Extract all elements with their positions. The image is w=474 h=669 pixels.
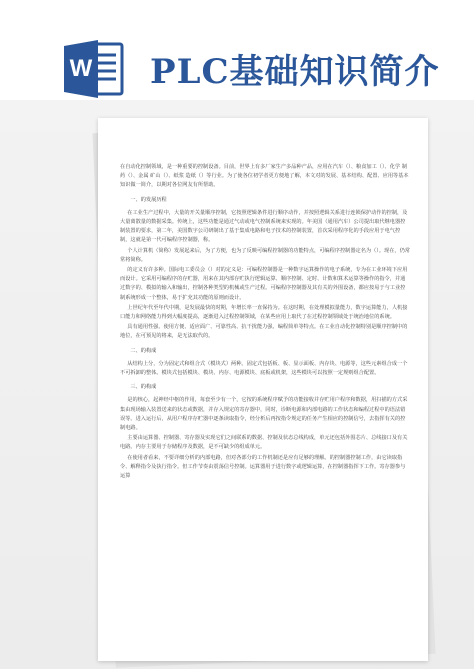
paragraph: 上世纪年代至年代中期，是发展最快的时期，年增长率一直保持为。在这时期，在处理模拟量能力，数字运算能力，人机接口能力和网络能力得到大幅度提高，逐渐进入过程控制领域，在某些应用上取代了在过程控制领域处于统治地位的系统。 <box>120 304 408 321</box>
page-title: PLC基础知识简介 <box>150 52 440 92</box>
paragraph: 个人计算机（简称）发展起来后，为了方便，也为了反映可编程控制器的功能特点，可编程序控制器定名为（）。现在，仍常常将简称。 <box>120 247 410 263</box>
document-content <box>120 163 410 482</box>
intro-paragraph: 在自动化控制领域，是一种重要的控制设备。目前，世界上有多厂家生产多品种产品，应用在汽车（）、粮食加工（）、化学 制药（）、金属 矿山（）、纸浆 造纸（）等行业。为了使各位初学者更方便地了解，本文对的发展、基本结构、配置、应用等基本知识做一简介，以期对各位网友有所帮助。 <box>120 164 409 189</box>
section-heading-cpu: 三、的构成 <box>130 384 157 391</box>
paragraph: 具有通用性强、使用方便、适应面广、可靠性高、抗干扰能力强、编程简单等特点。在工业自动化控制特别是顺序控制中的地位，在可预见的将来，是无法取代的。 <box>120 324 408 340</box>
paragraph: 在使用者看来，不要详细分析的内部电路，但对各部分的工作机制还是应有足够的理解。的控制器控制工作，由它读取指令、解释指令及执行指令。但工作节奏由震荡信号控制。运算器用于进行数字或逻辑运算，在控制器指挥下工作。寄存器参与运算 <box>120 454 406 480</box>
paragraph: 的定义有许多种。国际电工委员会（）对的定义是：可编程控制器是一种数字运算操作的电子系统，专为在工业环境下应用而设计。它采用可编程序的存贮器，用来在其内部存贮执行逻辑运算、顺序控制、定时、计数和算术运算等操作的指令，并通过数字的、模拟的输入和输出，控制各种类型的机械或生产过程。可编程序控制器及其有关的外围设备，都应按易于与工业控制系统形成一个整体，易于扩充其功能的原则而设计。 <box>120 267 408 301</box>
paragraph: 是的核心，起神经中枢的作用，每套至少有一个，它按的系统程序赋予的功能接收并存贮用户程序和数据，用扫描的方式采集由现场输入装置送来的状态或数据，并存入规定的寄存器中，同时，诊断电源和内部电路的工作状态和编程过程中的语法错误等。进入运行后，从用户程序存贮器中逐条读取指令，经分析后再按指令规定的任务产生相应的控制信号，去指挥有关的控制电路。 <box>120 397 408 432</box>
word-icon <box>62 38 126 100</box>
section-heading-history: 一、的发展历程 <box>130 196 167 203</box>
document-page <box>98 118 428 661</box>
paragraph: 主要由运算器、控制器、寄存器及实现它们之间联系的数据、控制及状态总线构成，单元还包括外围芯片、总线接口及有关电路。内存主要用于存储程序及数据，是不可缺少的组成单元。 <box>120 435 408 451</box>
section-heading-structure: 二、的构成 <box>130 347 157 354</box>
word-icon-letter: W <box>69 55 93 82</box>
paragraph: 在工业生产过程中，大量的开关量顺序控制，它按照逻辑条件进行顺序动作，并按照逻辑关系进行连锁保护动作的控制，及大量离散量的数据采集。传统上，这些功能是通过气动或电气控制系统来实现的。年美国（通用汽车）公司提出取代继电器控制装置的要求，第二年，美国数字公司研制出了基于集成电路和电子技术的控制装置，首次采用程序化的手段应用于电气控制，这就是第一代可编程序控制器，称。 <box>120 209 408 244</box>
paragraph: 从结构上分，分为固定式和组合式（模块式）两种。固定式包括板、板、显示面板、内存块、电源等，这些元素组合成一个不可拆卸的整体。模块式包括模块、模块、内存、电源模块、底板或机架，这些模块可以按照一定规则组合配置。 <box>120 360 408 377</box>
header-banner <box>0 0 474 100</box>
